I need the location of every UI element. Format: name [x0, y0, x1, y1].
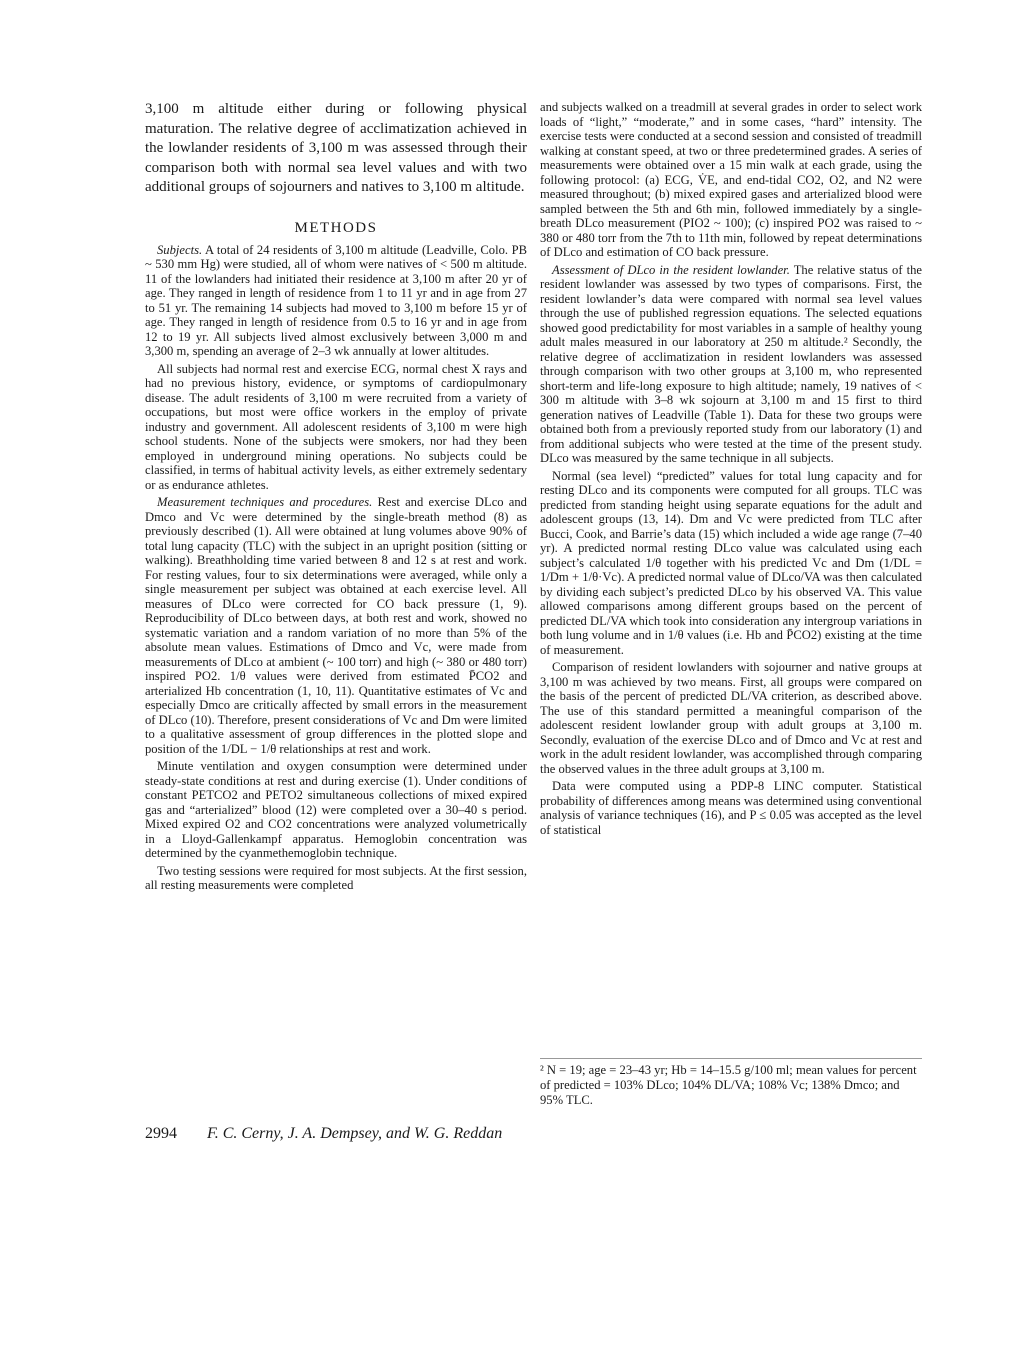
assessment-text: The relative status of the resident lowlander was assessed by two types of comparisons. First, the resident lowlander’s data were compared with normal sea level values through the use of published regression equations. The selected equations showed good predictability for most variables in a sample of healthy young adult males measured in our laboratory at 250 m altitude.² Secondly, the relative degree of acclimatization in resident lowlanders was assessed through comparison with two other groups at 3,100 m, who represented short-term and life-long exposure to high altitude; namely, 19 natives of < 300 m altitude with 3–8 wk sojourn at 3,100 m and 15 first to third generation natives of Leadville (Table 1). Data for these two groups were obtained both from a previously reported study from our laboratory (1) and from additional subjects who were tested at the time of the present study. DLco was measured by the same technique in all subjects.: [540, 262, 923, 465]
subjects-paragraph: [145, 243, 527, 359]
sessions-paragraph: Two testing sessions were required for most subjects. At the first session, all resting measurements were completed: [145, 863, 527, 892]
health-paragraph: All subjects had normal rest and exercise ECG, normal chest X rays and had no previous history, evidence, or symptoms of cardiopulmonary disease. The adult residents of 3,100 m were recruited from a variety of occupations, but most were office workers in the employ of private industry and government. All adolescent residents of 3,100 m were high school students. None of the subjects were smokers, nor had they been employed in underground mining operations. No subjects could be classified, in terms of habitual activity levels, as either extremely sedentary or as endurance athletes.: [145, 361, 527, 492]
statistics-paragraph: Data were computed using a PDP-8 LINC computer. Statistical probability of differences among means was determined using conventional analysis of variance techniques (16), and P ≤ 0.05 was accepted as the level of statistical: [540, 779, 922, 837]
footnote: ² N = 19; age = 23–43 yr; Hb = 14–15.5 g/100 ml; mean values for percent of predicted = 103% DLco; 104% DL/VA; 108% Vc; 138% Dmco; and 95% TLC.: [540, 1058, 922, 1108]
intro-paragraph: 3,100 m altitude either during or following physical maturation. The relative degree of acclimatization achieved in the lowlander residents of 3,100 m was assessed through their comparison both with normal sea level values and with two additional groups of sojourners and natives to 3,100 m altitude.: [145, 101, 527, 195]
techniques-paragraph: [145, 495, 527, 756]
techniques-text: Rest and exercise DLco and Dmco and Vc were determined by the single-breath method (8) as previously described (1). All were obtained at lung volumes above 90% of total lung capacity (TLC) with the subject in an upright position (sitting or walking). Breathholding time varied between 8 and 12 s at rest and work. For resting values, four to six determinations were averaged, while only a single measurement per subject was obtained at each exercise level. All measures of DLco were corrected for CO back pressure (1, 9). Reproducibility of DLco between days, at both rest and work, showed no systematic variation and a random variation of no more than 5% of the absolute mean values. Estimations of Dmco and Vc, were made from measurements of DLco at ambient (~ 100 torr) and high (~ 380 or 480 torr) inspired PO2. 1/θ values were derived from estimated P̄CO2 and arterialized Hb concentration (1, 10, 11). Quantitative estimates of Vc and especially Dmco are critically affected by small errors in the measurement of DLco (10). Therefore, present considerations of Vc and Dm were limited to a qualitative assessment of group differences in the plotted slope and position of the 1/DL − 1/θ relationships at rest and work.: [145, 495, 527, 756]
right-column: [540, 100, 922, 837]
assessment-runin: Assessment of DLco in the resident lowlander.: [552, 262, 790, 277]
methods-heading: METHODS: [294, 219, 378, 236]
assessment-paragraph: [540, 263, 922, 466]
left-column: [145, 100, 527, 893]
techniques-runin: Measurement techniques and procedures.: [157, 495, 373, 509]
predicted-paragraph: Normal (sea level) “predicted” values for total lung capacity and for resting DLco and its components were computed for all groups. TLC was predicted from standing height using separate equations for the adult and adolescent groups (13, 14). Dm and Vc were predicted from TLC after Bucci, Cook, and Barrie’s data (15) which included a wide age range (7–40 yr). A predicted normal resting DLco value was calculated using each subject’s calculated 1/θ together with his predicted Vc and Dm (1/DL = 1/Dm + 1/θ·Vc). A predicted normal value of DLco/VA was then calculated by dividing each subject’s predicted DLco by his observed VA. This value allowed comparisons among different groups based on the percent of predicted DL/VA which took into consideration any intergroup variations in both lung volume and in 1/θ values (i.e. Hb and P̄CO2) existing at the time of measurement.: [540, 468, 922, 657]
page-footer: [145, 1125, 502, 1143]
comparison-paragraph: Comparison of resident lowlanders with sojourner and native groups at 3,100 m was achieved by two means. First, all groups were compared on the basis of the percent of predicted DL/VA criterion, as described above. The use of this standard permitted a meaningful comparison of the adolescent resident lowlander group with adult groups at 3,100 m. Secondly, evaluation of the exercise DLco and of Dmco and Vc at rest and work in the adult resident lowlander, was accomplished through comparing the observed values in the three adult groups at 3,100 m.: [540, 660, 922, 776]
running-authors: F. C. Cerny, J. A. Dempsey, and W. G. Reddan: [207, 1125, 503, 1142]
ventilation-paragraph: Minute ventilation and oxygen consumption were determined under steady-state conditions at rest and during exercise (1). Under conditions of constant PETCO2 and PETO2 simultaneous collections of mixed expired gas and “arterialized” blood (12) were completed over a 30–40 s period. Mixed expired O2 and CO2 concentrations were analyzed volumetrically in a Lloyd-Gallenkampf apparatus. Hemoglobin concentration was determined by the cyanmethemoglobin technique.: [145, 759, 527, 860]
protocol-paragraph: and subjects walked on a treadmill at several grades in order to select work loads of “light,” “moderate,” and in some cases, “hard” intensity. The exercise tests were conducted at a second session and consisted of treadmill walking at constant speed, at two or three predetermined grades. A series of measurements were obtained over a 15 min walk at each grade, using the following protocol: (a) ECG, V̇E, and end-tidal CO2, O2, and N2 were measured throughout; (b) mixed expired gases and arterialized blood were sampled between the 5th and 6th min, followed immediately by a single-breath DLco measurement (PIO2 ~ 100); (c) inspired PO2 was raised to ~ 380 or 480 torr from the 7th to 11th min, followed by repeat determinations of DLco and estimation of CO back pressure.: [540, 100, 922, 259]
subjects-text: A total of 24 residents of 3,100 m altitude (Leadville, Colo. PB ~ 530 mm Hg) were studied, all of whom were natives of < 500 m altitude. 11 of the lowlanders had initiated their residence at 3,100 m after 20 yr of age. They ranged in length of residence from 1 to 11 yr and in age from 27 to 51 yr. The remaining 14 subjects had moved to 3,100 m before 15 yr of age. They ranged in length of residence from 0.5 to 16 yr and in age from 12 to 19 yr. All subjects lived almost exclusively between 3,000 m and 3,300 m, spending an average of 2–3 wk annually at lower altitudes.: [145, 242, 527, 358]
page-number: 2994: [145, 1125, 177, 1142]
subjects-runin: Subjects.: [157, 242, 203, 257]
